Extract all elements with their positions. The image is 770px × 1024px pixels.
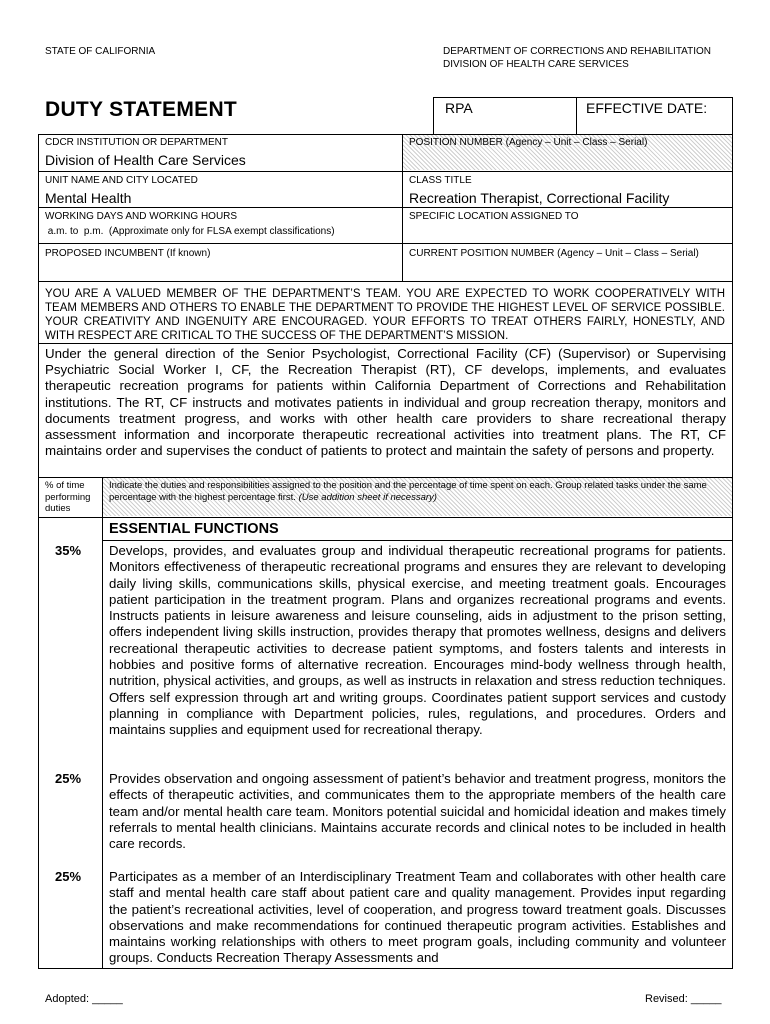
class-title-value: Recreation Therapist, Correctional Facility (409, 190, 670, 206)
mission-statement: YOU ARE A VALUED MEMBER OF THE DEPARTMENT’S TEAM. YOU ARE EXPECTED TO WORK COOPERATIVELY WITH TEAM MEMBERS AND OTHERS TO ENABLE THE DEPARTMENT TO PROVIDE THE HIGHEST LEVEL OF SERVICE POSSIBLE. YOUR CREATIVITY AND INGENUITY ARE ENCOURAGED. YOUR EFFORTS TO TREAT OTHERS FAIRLY, HONESTLY, AND WITH RESPECT ARE CRITICAL TO THE SUCCESS OF THE DEPARTMENT’S MISSION. (45, 288, 725, 342)
rpa-label: RPA (445, 100, 473, 116)
department-label: DEPARTMENT OF CORRECTIONS AND REHABILITATION (443, 46, 711, 57)
duty-description: Participates as a member of an Interdisciplinary Treatment Team and collaborates with other health care staff and mental health care staff about patient care and quality management. Provides input regarding the patient’s recreational activities, level of cooperation, and progress toward treatment goals. Discusses observations and make recommendations for continued therapeutic program activities. Establishes and maintains working relationships with others to meet program goals, including community and volunteer groups. Conducts Recreation Therapy Assessments and (109, 869, 726, 966)
current-position-label: CURRENT POSITION NUMBER (Agency – Unit – Class – Serial) (409, 248, 699, 259)
adopted-label: Adopted: _____ (45, 993, 123, 1005)
duty-percent: 25% (55, 771, 82, 786)
class-title-label: CLASS TITLE (409, 175, 472, 186)
page-title: DUTY STATEMENT (45, 98, 238, 121)
essential-functions-title: ESSENTIAL FUNCTIONS (109, 521, 279, 537)
institution-label: CDCR INSTITUTION OR DEPARTMENT (45, 137, 228, 148)
working-hours-value: a.m. to p.m. (Approximate only for FLSA exempt classifications) (45, 226, 335, 237)
position-number-label: POSITION NUMBER (Agency – Unit – Class – Serial) (409, 137, 648, 148)
duty-percent: 35% (55, 543, 82, 558)
state-label: STATE OF CALIFORNIA (45, 46, 156, 57)
duty-description: Develops, provides, and evaluates group and individual therapeutic recreational programs for patients. Monitors effectiveness of therapeutic recreational programs and ensures they are relevant to developing daily living skills, communications skills, physical exercise, and meeting treatment goals. Encourages patient participation in the treatment program. Plans and organizes recreational programs and events. Instructs patients in leisure awareness and leisure counseling, aids in adjustment to the prison setting, offers independent living skills instruction, provides therapy that promotes wellness, designs and delivers recreational therapeutic activities to decrease patient symptoms, and fosters talents and interests in hobbies and positive forms of alternative recreation. Encourages mind-body wellness through health, nutrition, physical activities, and groups, as well as instructs in relaxation and stress reduction techniques. Offers self expression through art and writing groups. Coordinates patient support services and custody planning in compliance with Department policies, rules, regulations, and procedures. Orders and maintains supplies and equipment used for recreational therapy. (109, 543, 726, 738)
institution-value: Division of Health Care Services (45, 152, 246, 168)
effective-date-label: EFFECTIVE DATE: (586, 100, 708, 116)
unit-label: UNIT NAME AND CITY LOCATED (45, 175, 198, 186)
specific-location-label: SPECIFIC LOCATION ASSIGNED TO (409, 211, 579, 222)
duty-description: Provides observation and ongoing assessment of patient’s behavior and treatment progress, monitors the effects of therapeutic activities, and communicates them to the appropriate members of the health care team and/or mental health care team. Monitors potential suicidal and homicidal ideation and makes timely referrals to mental health clinicians. Maintains accurate records and clinical notes to be included in health care records. (109, 771, 726, 852)
division-label: DIVISION OF HEALTH CARE SERVICES (443, 59, 629, 70)
duties-instruction: Indicate the duties and responsibilities assigned to the position and the percentage of time spent on each. Group related tasks under the same percentage with the highest percentage first. (Use addition sheet if necessary) (109, 480, 707, 503)
revised-label: Revised: _____ (645, 993, 722, 1005)
duty-percent: 25% (55, 869, 82, 884)
proposed-incumbent-label: PROPOSED INCUMBENT (If known) (45, 248, 211, 259)
position-summary: Under the general direction of the Senior Psychologist, Correctional Facility (CF) (Supervisor) or Supervising Psychiatric Social Worker I, CF, the Recreation Therapist (RT), CF develops, implements, and evaluates therapeutic recreation programs for patients within California Department of Corrections and Rehabilitation institutions. The RT, CF instructs and motivates patients in individual and group recreation therapy, monitors and documents treatment progress, and works with other health care providers to share recreational therapy assessment information and incorporate therapeutic recreational activities into treatment plans. The RT, CF maintains order and supervises the conduct of patients to protect and maintain the safety of persons and property. (45, 346, 726, 459)
working-days-label: WORKING DAYS AND WORKING HOURS (45, 211, 238, 222)
percent-time-label: % of time performing duties (45, 480, 91, 514)
unit-value: Mental Health (45, 190, 132, 206)
